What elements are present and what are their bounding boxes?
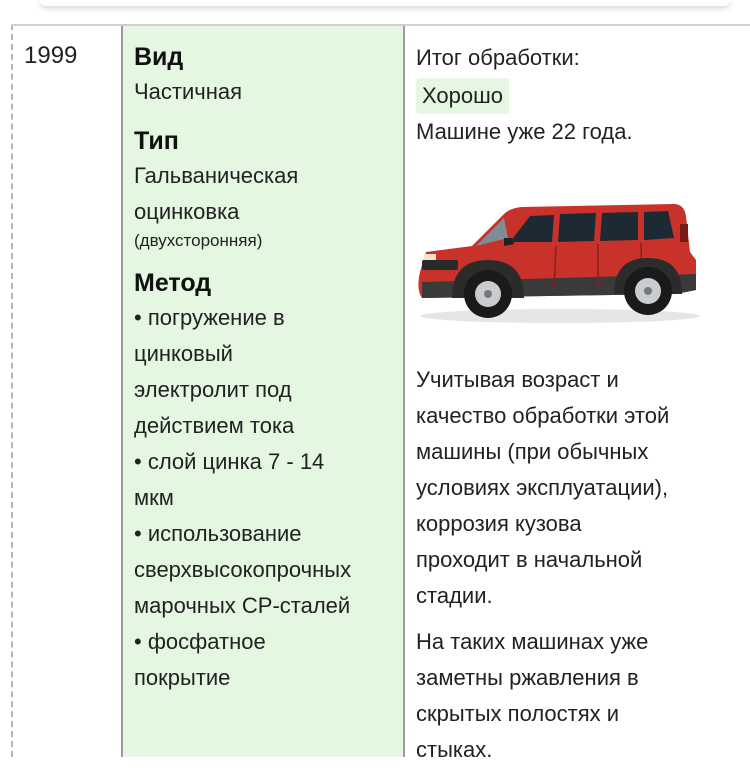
method-line: марочных СР-сталей — [134, 593, 351, 618]
method-line: действием тока — [134, 413, 295, 438]
paragraph-line: качество обработки этой — [416, 403, 670, 428]
method-line: электролит под — [134, 377, 292, 402]
result-cell — [405, 26, 750, 762]
year-cell — [13, 26, 121, 757]
card-top-edge — [40, 0, 730, 6]
method-line: покрытие — [134, 665, 231, 690]
method-line: цинковый — [134, 341, 233, 366]
result-label: Итог обработки: — [416, 45, 580, 70]
method-line: • использование — [134, 521, 302, 546]
paragraph-line: машины (при обычных — [416, 439, 649, 464]
method-heading: Метод — [134, 269, 212, 297]
paragraph-line: коррозия кузова — [416, 511, 582, 536]
paragraph-line: условиях эксплуатации), — [416, 475, 669, 500]
method-line: сверхвысокопрочных — [134, 557, 352, 582]
paragraph-line: Учитывая возраст и — [416, 367, 619, 392]
paragraph-line: заметны ржавления в — [416, 665, 639, 690]
paragraph-line: проходит в начальной — [416, 547, 643, 572]
type-line: Гальваническая — [134, 163, 299, 188]
method-line: • погружение в — [134, 305, 285, 330]
paragraph-line: стыках. — [416, 737, 493, 762]
view-value: Частичная — [134, 79, 243, 104]
type-line: оцинковка — [134, 199, 240, 224]
paragraph-line: стадии. — [416, 583, 493, 608]
method-line: • фосфатное — [134, 629, 266, 654]
car-age: Машине уже 22 года. — [416, 119, 633, 144]
treatment-table-row — [0, 24, 750, 762]
view-heading: Вид — [134, 43, 184, 71]
method-line: мкм — [134, 485, 174, 510]
type-heading: Тип — [134, 127, 179, 155]
paragraph-line: На таких машинах уже — [416, 629, 649, 654]
type-note: (двухсторонняя) — [134, 231, 263, 250]
rating-badge: Хорошо — [416, 78, 509, 114]
suv-car-image — [412, 194, 702, 324]
method-line: • слой цинка 7 - 14 — [134, 449, 325, 474]
paragraph-line: скрытых полостях и — [416, 701, 620, 726]
treatment-cell — [121, 26, 405, 757]
year-value: 1999 — [24, 42, 78, 69]
